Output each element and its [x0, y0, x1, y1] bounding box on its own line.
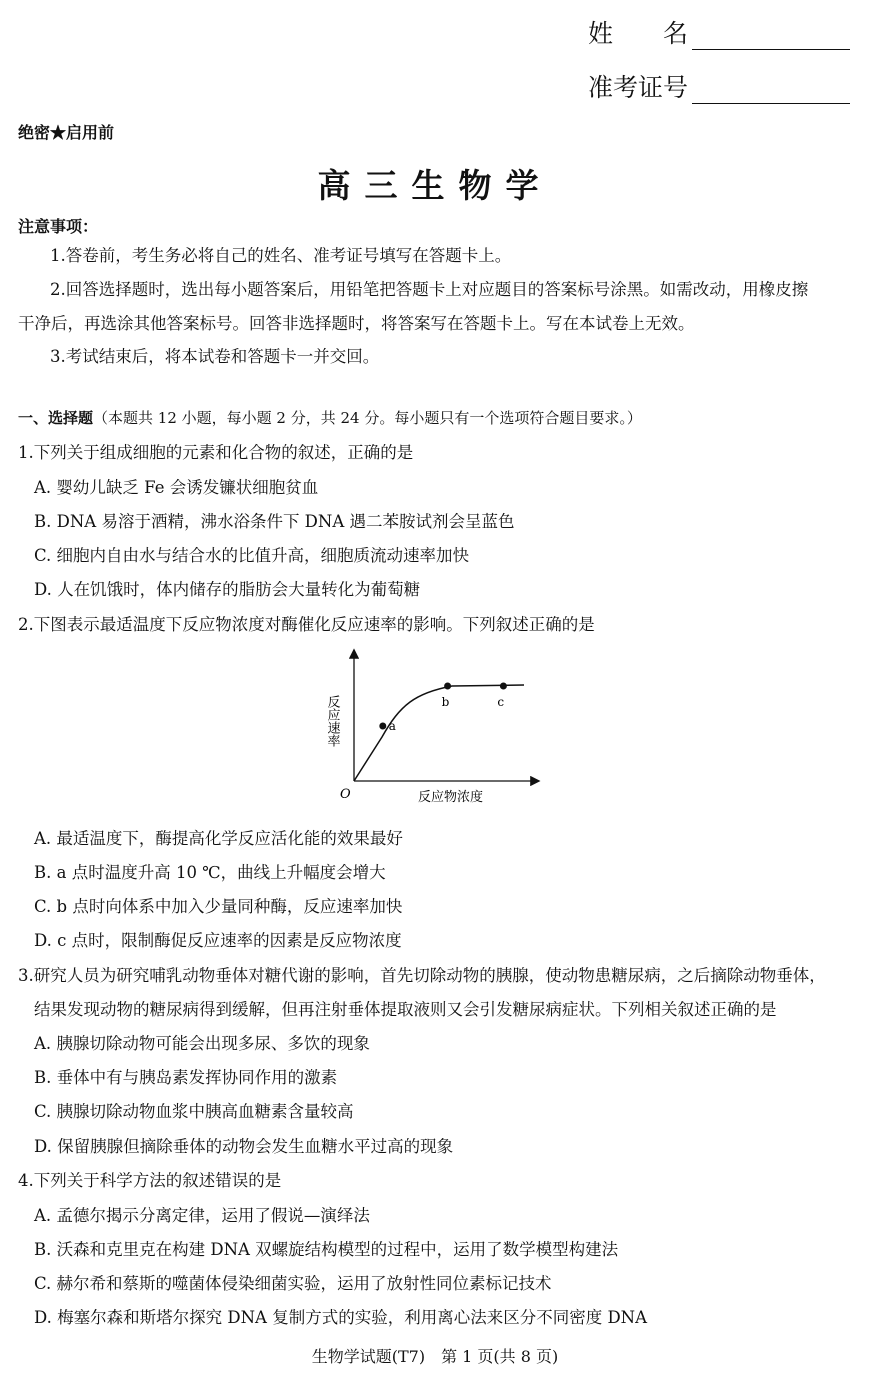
question-stem: 结果发现动物的糖尿病得到缓解，但再注射垂体提取液则又会引发糖尿病症状。下列相关叙述正确的是	[34, 1000, 777, 1019]
origin-label: O	[340, 787, 351, 802]
option: A. 最适温度下，酶提高化学反应活化能的效果最好	[34, 829, 403, 848]
notice-item: 1.答卷前，考生务必将自己的姓名、准考证号填写在答题卡上。	[50, 246, 512, 265]
notice-item: 2.回答选择题时，选出每小题答案后，用铅笔把答题卡上对应题目的答案标号涂黑。如需改动，用橡皮擦	[50, 280, 809, 299]
point-a	[379, 723, 386, 730]
notice-item: 干净后，再选涂其他答案标号。回答非选择题时，将答案写在答题卡上。写在本试卷上无效。	[18, 314, 695, 333]
option: C. b 点时向体系中加入少量同种酶，反应速率加快	[34, 897, 403, 916]
y-axis-label: 反应速率	[324, 695, 340, 747]
option: A. 胰腺切除动物可能会出现多尿、多饮的现象	[34, 1034, 370, 1053]
point-c	[500, 683, 507, 690]
point-label-c: c	[497, 695, 505, 709]
question-stem: 4.下列关于科学方法的叙述错误的是	[18, 1171, 282, 1190]
option: C. 赫尔希和蔡斯的噬菌体侵染细菌实验，运用了放射性同位素标记技术	[34, 1274, 552, 1293]
option: D. c 点时，限制酶促反应速率的因素是反应物浓度	[34, 931, 402, 950]
exam-id-blank-line	[692, 77, 850, 104]
notice-heading: 注意事项：	[18, 217, 99, 236]
name-label: 姓 名	[588, 19, 689, 48]
option: D. 人在饥饿时，体内储存的脂肪会大量转化为葡萄糖	[34, 580, 421, 599]
option: B. 垂体中有与胰岛素发挥协同作用的激素	[34, 1068, 338, 1087]
option: D. 保留胰腺但摘除垂体的动物会发生血糖水平过高的现象	[34, 1137, 454, 1156]
question-stem: 2.下图表示最适温度下反应物浓度对酶催化反应速率的影响。下列叙述正确的是	[18, 615, 595, 634]
option: C. 胰腺切除动物血浆中胰高血糖素含量较高	[34, 1102, 354, 1121]
secret-label: 绝密★启用前	[18, 123, 115, 142]
x-axis-label: 反应物浓度	[418, 790, 484, 805]
point-label-b: b	[441, 695, 450, 709]
name-blank-line	[692, 23, 850, 50]
option: B. a 点时温度升高 10 ℃，曲线上升幅度会增大	[34, 863, 386, 882]
question-stem: 3.研究人员为研究哺乳动物垂体对糖代谢的影响，首先切除动物的胰腺，使动物患糖尿病，之后摘除动物垂体，	[18, 966, 826, 985]
option: C. 细胞内自由水与结合水的比值升高，细胞质流动速率加快	[34, 546, 470, 565]
option: D. 梅塞尔森和斯塔尔探究 DNA 复制方式的实验，利用离心法来区分不同密度 DNA	[34, 1308, 648, 1327]
option: B. 沃森和克里克在构建 DNA 双螺旋结构模型的过程中，运用了数学模型构建法	[34, 1240, 619, 1259]
enzyme-rate-chart	[310, 645, 550, 810]
point-label-a: a	[388, 719, 396, 733]
exam-id-label: 准考证号	[588, 73, 689, 102]
option: B. DNA 易溶于酒精，沸水浴条件下 DNA 遇二苯胺试剂会呈蓝色	[34, 512, 515, 531]
option: A. 孟德尔揭示分离定律，运用了假说—演绎法	[34, 1206, 370, 1225]
option: A. 婴幼儿缺乏 Fe 会诱发镰状细胞贫血	[34, 478, 319, 497]
section-heading	[18, 407, 642, 429]
section-title: 一、选择题	[18, 409, 94, 427]
notice-item: 3.考试结束后，将本试卷和答题卡一并交回。	[50, 347, 380, 366]
page-footer: 生物学试题(T7) 第 1 页(共 8 页)	[311, 1347, 559, 1366]
point-b	[444, 683, 451, 690]
page-title: 高三生物学	[317, 166, 553, 205]
exam-id-field	[588, 68, 850, 104]
name-field	[588, 14, 850, 50]
section-description: （本题共 12 小题，每小题 2 分，共 24 分。每小题只有一个选项符合题目要求。）	[93, 409, 642, 427]
question-stem: 1.下列关于组成细胞的元素和化合物的叙述，正确的是	[18, 443, 414, 462]
